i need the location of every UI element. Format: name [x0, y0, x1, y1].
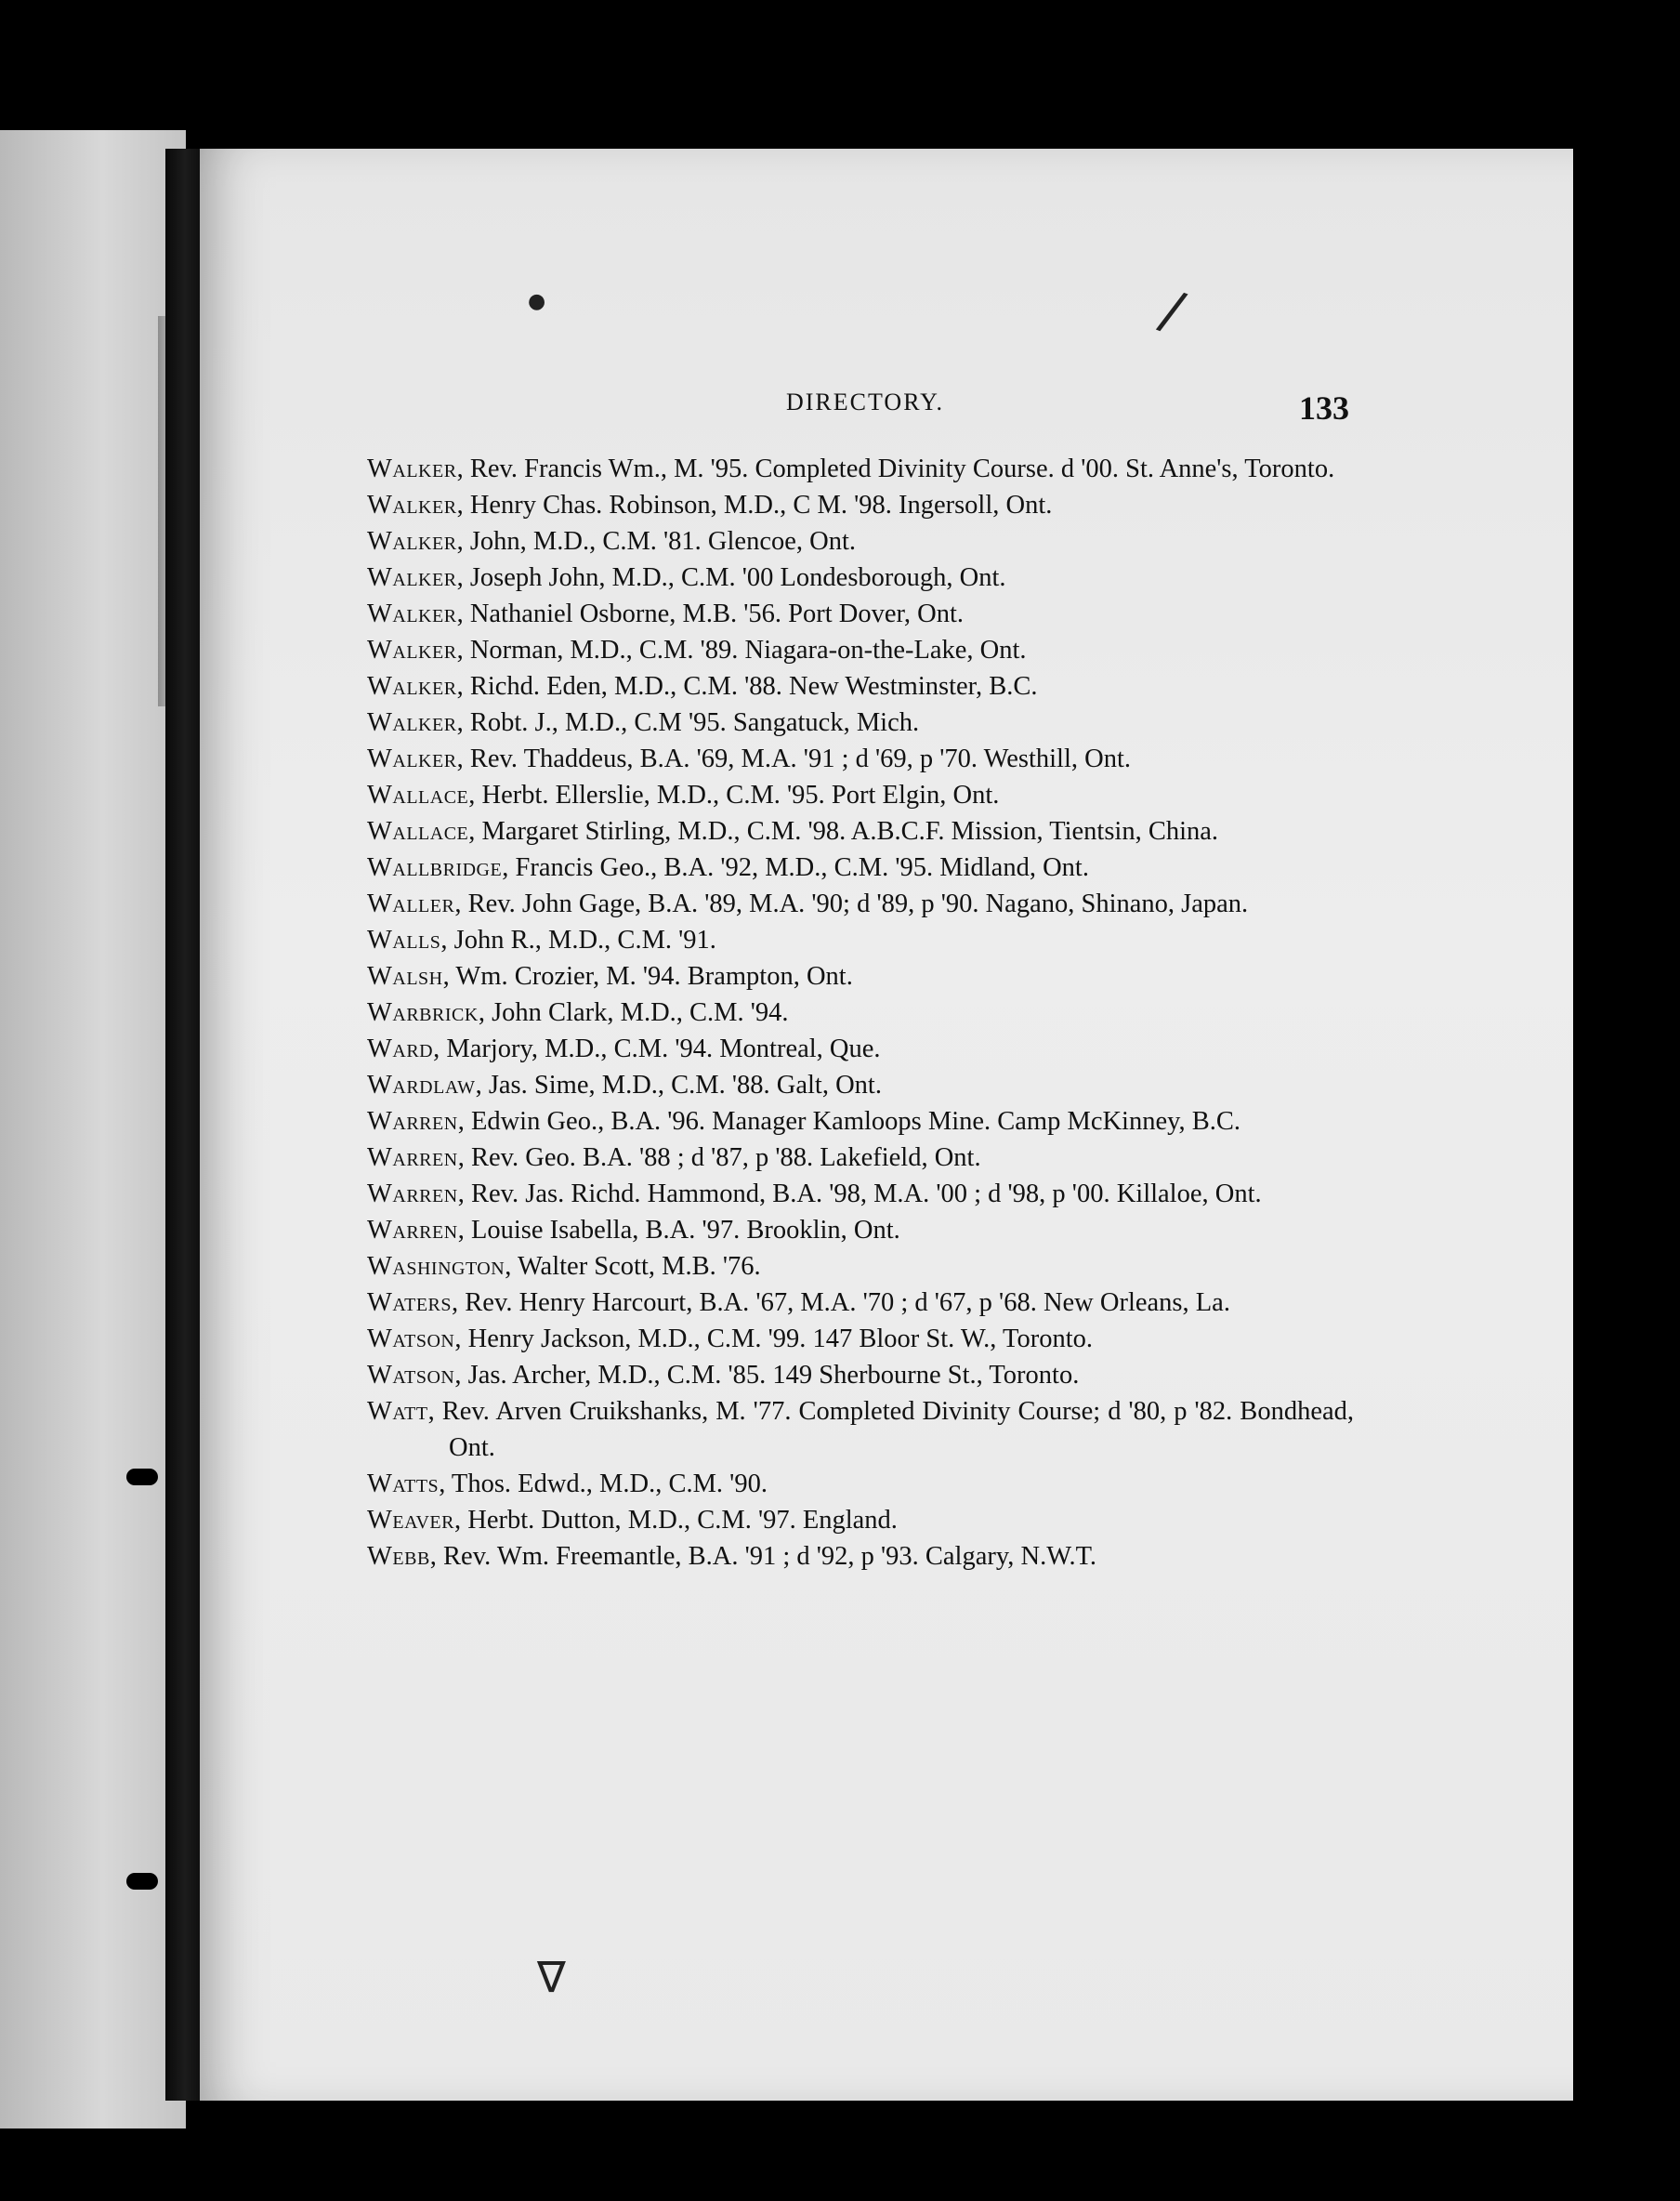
entry-details: , Norman, M.D., C.M. '89. Niagara-on-the-Lake, Ont.	[456, 636, 1027, 665]
entry-surname: Webb	[367, 1542, 430, 1571]
entry-surname: Warbrick	[367, 998, 479, 1027]
entry-details: , John, M.D., C.M. '81. Glencoe, Ont.	[456, 527, 857, 556]
directory-entry	[367, 523, 1354, 560]
entry-surname: Watson	[367, 1361, 455, 1390]
entry-surname: Waters	[367, 1288, 453, 1317]
entry-surname: Wallbridge	[367, 853, 503, 882]
directory-entry	[367, 995, 1354, 1031]
spine-stitch-mark	[126, 1873, 158, 1890]
entry-details: , Richd. Eden, M.D., C.M. '88. New Westminster, B.C.	[456, 672, 1038, 701]
entry-surname: Watson	[367, 1325, 455, 1353]
entry-surname: Watts	[367, 1470, 440, 1498]
directory-entry	[367, 1031, 1354, 1067]
entry-details: , Rev. Francis Wm., M. '95. Completed Divinity Course. d '00. St. Anne's, Toronto.	[456, 455, 1335, 483]
entry-surname: Warren	[367, 1143, 458, 1172]
entry-surname: Warren	[367, 1216, 458, 1245]
pencil-tick-mark: /	[1152, 277, 1192, 344]
directory-entry	[367, 1357, 1354, 1393]
entry-surname: Wallace	[367, 781, 469, 810]
directory-entry	[367, 922, 1354, 958]
entry-details: , Margaret Stirling, M.D., C.M. '98. A.B.C.F. Mission, Tientsin, China.	[468, 817, 1219, 846]
entry-details: , Rev. Thaddeus, B.A. '69, M.A. '91 ; d '69, p '70. Westhill, Ont.	[456, 745, 1132, 773]
directory-entry	[367, 1393, 1354, 1466]
entry-details: , Rev. Jas. Richd. Hammond, B.A. '98, M.A. '00 ; d '98, p '00. Killaloe, Ont.	[457, 1180, 1262, 1208]
entry-details: , Joseph John, M.D., C.M. '00 Londesborough, Ont.	[456, 563, 1006, 592]
entry-surname: Walker	[367, 745, 457, 773]
directory-entry	[367, 958, 1354, 995]
directory-entry	[367, 705, 1354, 741]
entry-surname: Walls	[367, 926, 441, 955]
entry-details: , Robt. J., M.D., C.M '95. Sangatuck, Mich.	[456, 708, 920, 737]
entry-details: , Rev. John Gage, B.A. '89, M.A. '90; d '89, p '90. Nagano, Shinano, Japan.	[454, 890, 1249, 918]
entry-details: , Thos. Edwd., M.D., C.M. '90.	[439, 1470, 768, 1498]
entry-surname: Ward	[367, 1035, 434, 1063]
directory-entries	[367, 451, 1354, 1575]
directory-entry	[367, 1176, 1354, 1212]
entry-details: , Nathaniel Osborne, M.B. '56. Port Dover, Ont.	[456, 600, 964, 628]
directory-entry	[367, 1321, 1354, 1357]
directory-entry	[367, 1285, 1354, 1321]
entry-surname: Waller	[367, 890, 455, 918]
directory-entry	[367, 560, 1354, 596]
directory-entry	[367, 1212, 1354, 1248]
entry-details: , Rev. Henry Harcourt, B.A. '67, M.A. '70 ; d '67, p '68. New Orleans, La.	[452, 1288, 1230, 1317]
entry-surname: Walker	[367, 708, 457, 737]
directory-entry	[367, 1502, 1354, 1538]
entry-surname: Walker	[367, 563, 457, 592]
entry-details: , Marjory, M.D., C.M. '94. Montreal, Que.	[433, 1035, 881, 1063]
directory-entry	[367, 1248, 1354, 1285]
entry-surname: Walsh	[367, 962, 443, 991]
entry-details: , Jas. Archer, M.D., C.M. '85. 149 Sherbourne St., Toronto.	[454, 1361, 1080, 1390]
directory-entry	[367, 1067, 1354, 1103]
entry-surname: Washington	[367, 1252, 505, 1281]
directory-entry	[367, 1538, 1354, 1575]
directory-entry	[367, 741, 1354, 777]
entry-surname: Walker	[367, 672, 457, 701]
directory-entry	[367, 668, 1354, 705]
entry-details: , Henry Chas. Robinson, M.D., C M. '98. Ingersoll, Ont.	[456, 491, 1053, 520]
entry-details: , Walter Scott, M.B. '76.	[505, 1252, 761, 1281]
running-title: DIRECTORY.	[786, 389, 945, 415]
entry-surname: Weaver	[367, 1506, 454, 1535]
ink-dot: ●	[528, 290, 546, 313]
entry-surname: Walker	[367, 455, 457, 483]
entry-surname: Wallace	[367, 817, 469, 846]
directory-entry	[367, 632, 1354, 668]
directory-entry	[367, 1103, 1354, 1140]
entry-details: , John R., M.D., C.M. '91.	[440, 926, 716, 955]
entry-surname: Walker	[367, 527, 457, 556]
entry-details: , Rev. Wm. Freemantle, B.A. '91 ; d '92, p '93. Calgary, N.W.T.	[429, 1542, 1097, 1571]
directory-entry	[367, 886, 1354, 922]
entry-details: , Francis Geo., B.A. '92, M.D., C.M. '95. Midland, Ont.	[502, 853, 1089, 882]
entry-details: , John Clark, M.D., C.M. '94.	[478, 998, 789, 1027]
entry-surname: Wardlaw	[367, 1071, 476, 1100]
entry-details: , Herbt. Ellerslie, M.D., C.M. '95. Port Elgin, Ont.	[468, 781, 1000, 810]
entry-surname: Watt	[367, 1397, 428, 1426]
entry-surname: Walker	[367, 636, 457, 665]
entry-details: , Edwin Geo., B.A. '96. Manager Kamloops Mine. Camp McKinney, B.C.	[457, 1107, 1241, 1136]
entry-details: , Henry Jackson, M.D., C.M. '99. 147 Bloor St. W., Toronto.	[454, 1325, 1093, 1353]
directory-entry	[367, 487, 1354, 523]
directory-entry	[367, 1466, 1354, 1502]
entry-details: , Rev. Geo. B.A. '88 ; d '87, p '88. Lakefield, Ont.	[457, 1143, 981, 1172]
entry-details: , Louise Isabella, B.A. '97. Brooklin, Ont.	[457, 1216, 900, 1245]
spine-stitch-mark	[126, 1469, 158, 1485]
entry-surname: Warren	[367, 1180, 458, 1208]
entry-surname: Walker	[367, 491, 457, 520]
directory-entry	[367, 596, 1354, 632]
directory-entry	[367, 777, 1354, 813]
entry-details: , Jas. Sime, M.D., C.M. '88. Galt, Ont.	[475, 1071, 882, 1100]
directory-entry	[367, 451, 1354, 487]
pencil-scribble-mark: ∇	[537, 1952, 566, 2002]
entry-surname: Walker	[367, 600, 457, 628]
directory-entry	[367, 1140, 1354, 1176]
directory-entry	[367, 813, 1354, 850]
entry-details: , Rev. Arven Cruikshanks, M. '77. Completed Divinity Course; d '80, p '82. Bondhead, Ont.	[427, 1397, 1354, 1462]
entry-surname: Warren	[367, 1107, 458, 1136]
page-number: 133	[1299, 389, 1349, 427]
entry-details: , Herbt. Dutton, M.D., C.M. '97. England.	[453, 1506, 898, 1535]
directory-entry	[367, 850, 1354, 886]
entry-details: , Wm. Crozier, M. '94. Brampton, Ont.	[442, 962, 853, 991]
